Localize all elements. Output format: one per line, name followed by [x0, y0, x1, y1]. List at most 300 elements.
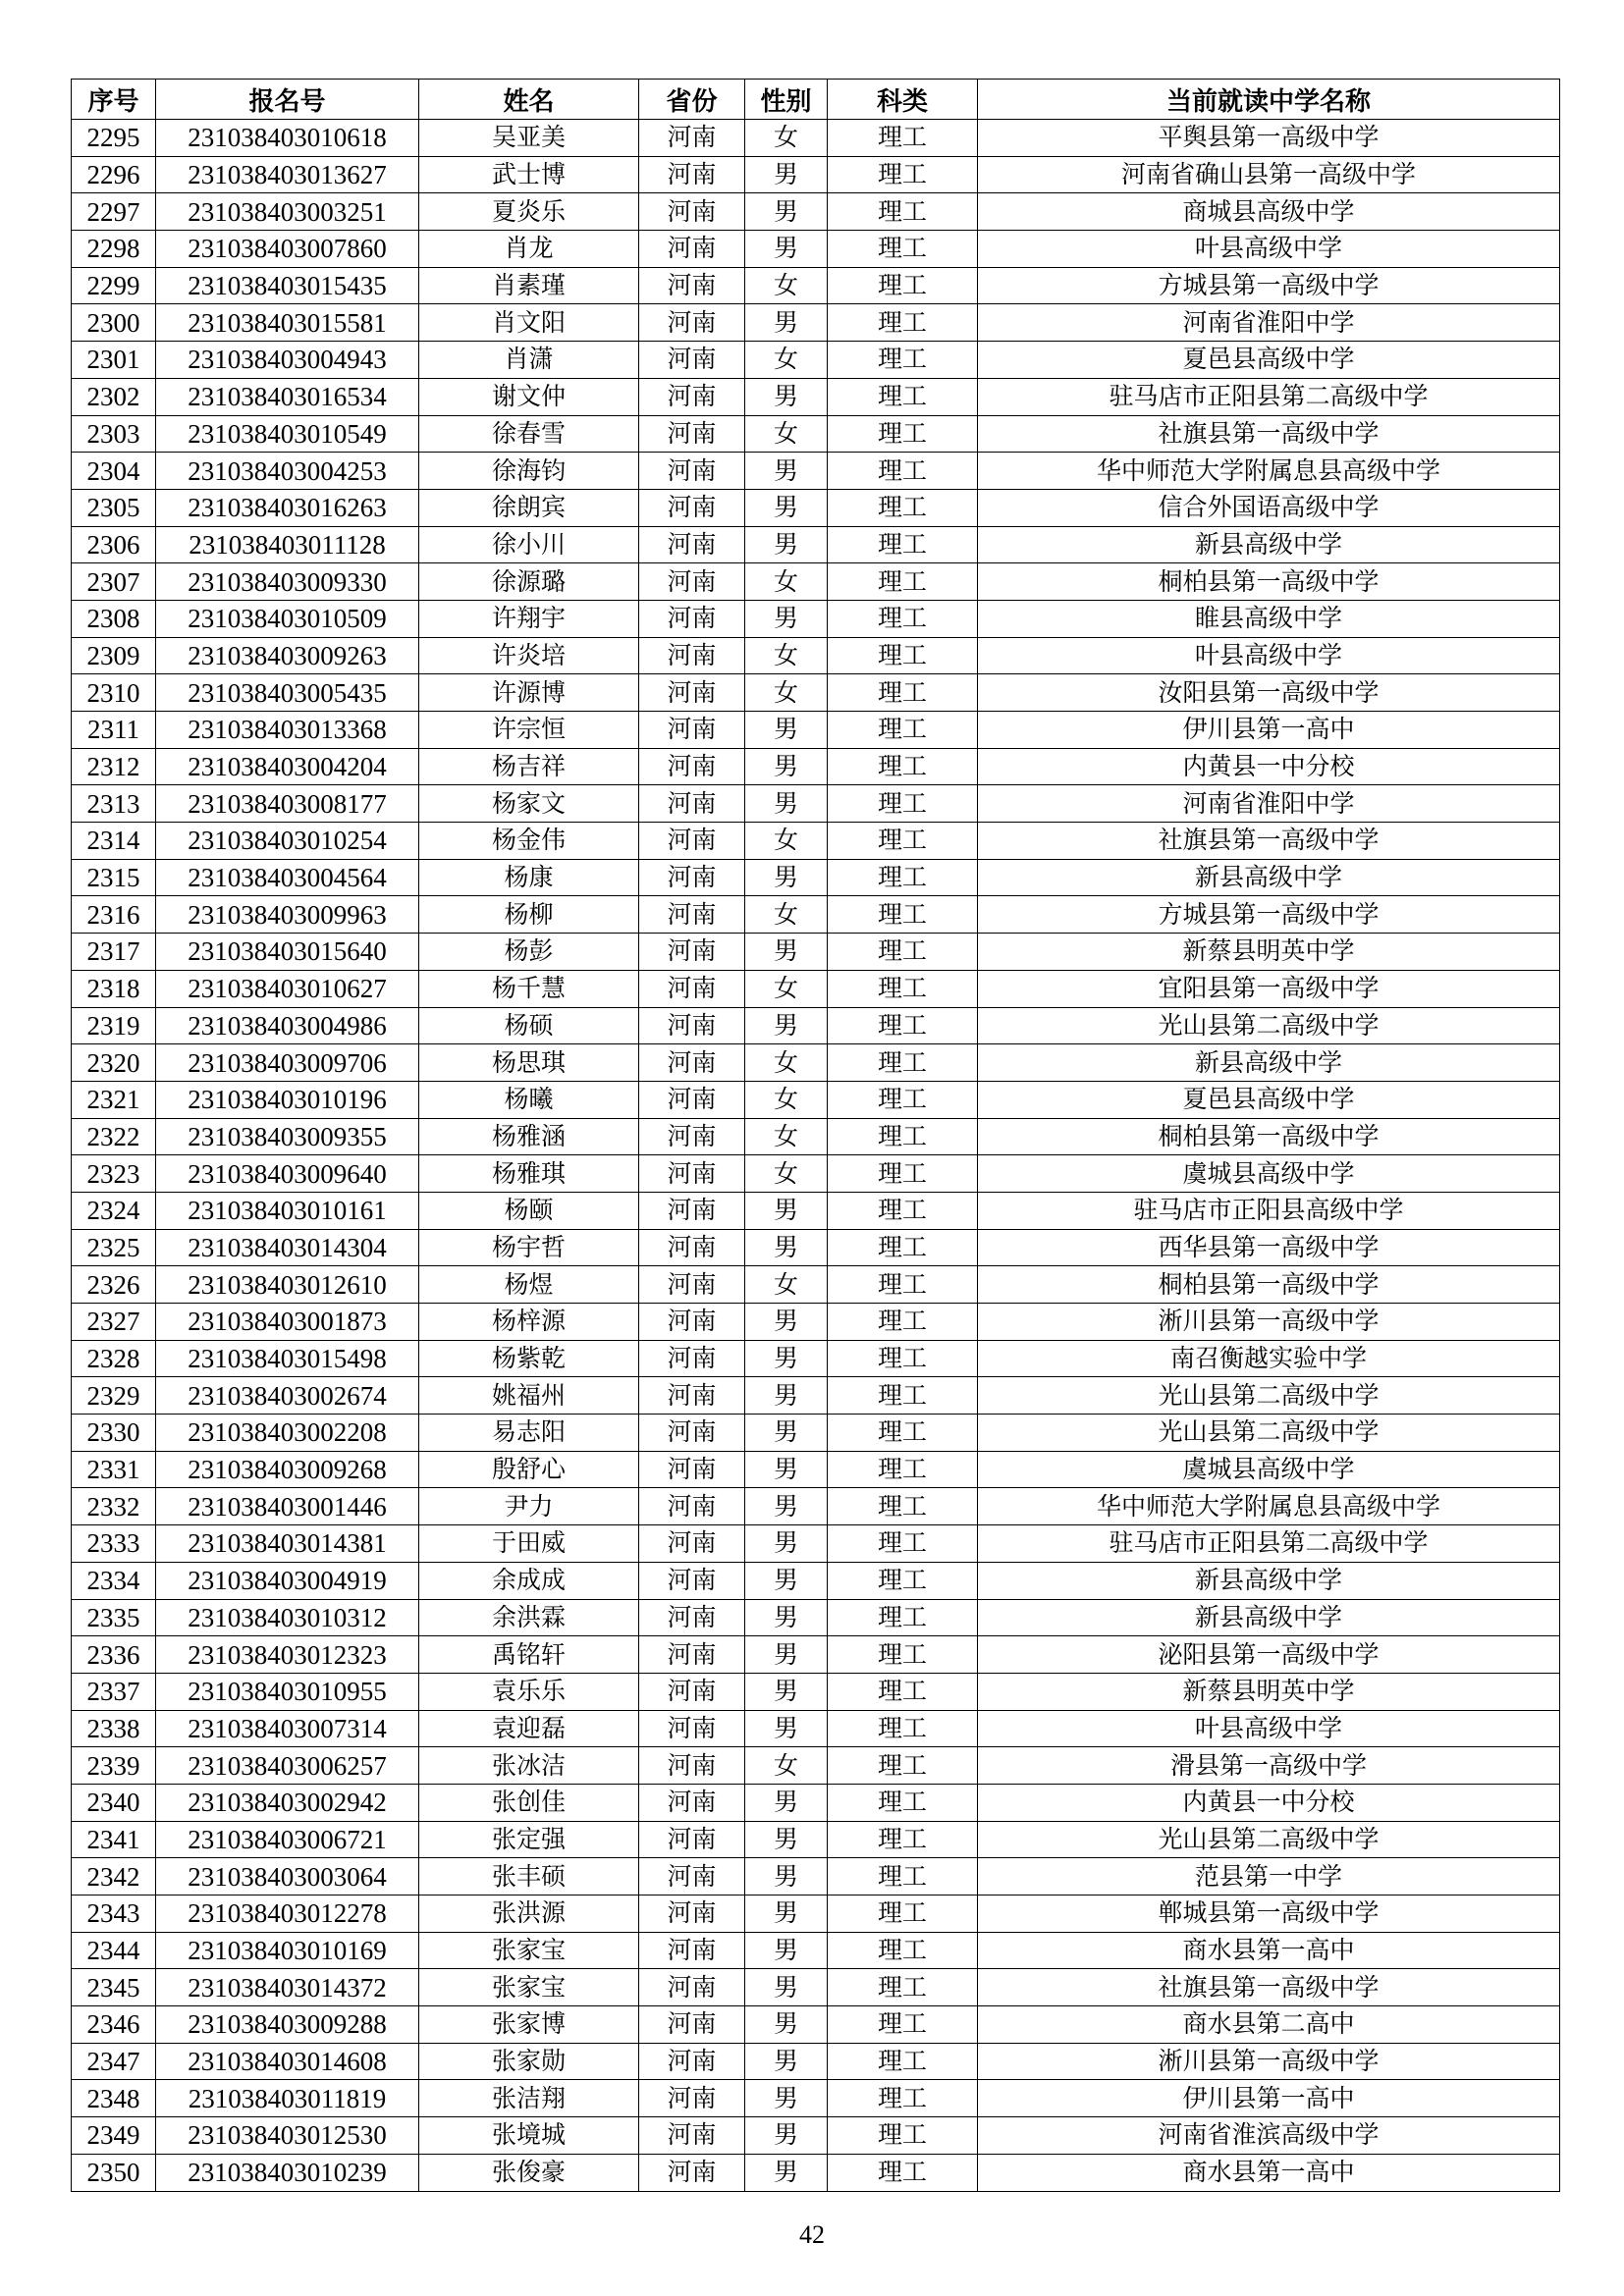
- cell-gender: 男: [745, 748, 828, 785]
- cell-seq: 2335: [72, 1599, 156, 1636]
- cell-registration-number: 231038403010509: [156, 600, 419, 637]
- cell-category: 理工: [828, 674, 978, 712]
- cell-name: 余成成: [419, 1562, 639, 1599]
- table-row: [72, 267, 1560, 304]
- table-row: [72, 896, 1560, 934]
- cell-category: 理工: [828, 1821, 978, 1858]
- cell-name: 张境城: [419, 2117, 639, 2155]
- cell-category: 理工: [828, 712, 978, 749]
- cell-name: 殷舒心: [419, 1451, 639, 1488]
- cell-registration-number: 231038403009330: [156, 563, 419, 601]
- cell-name: 夏炎乐: [419, 193, 639, 231]
- table-row: [72, 1266, 1560, 1304]
- cell-gender: 男: [745, 1784, 828, 1821]
- table-row: [72, 526, 1560, 563]
- cell-province: 河南: [639, 1007, 745, 1044]
- cell-province: 河南: [639, 1488, 745, 1525]
- cell-school: 桐柏县第一高级中学: [978, 1118, 1560, 1155]
- cell-gender: 男: [745, 1969, 828, 2006]
- cell-category: 理工: [828, 1525, 978, 1563]
- cell-gender: 男: [745, 231, 828, 268]
- cell-name: 禹铭轩: [419, 1636, 639, 1674]
- cell-category: 理工: [828, 526, 978, 563]
- cell-province: 河南: [639, 2154, 745, 2191]
- cell-category: 理工: [828, 193, 978, 231]
- cell-category: 理工: [828, 2154, 978, 2191]
- cell-seq: 2346: [72, 2006, 156, 2044]
- cell-name: 肖潇: [419, 342, 639, 379]
- table-row: [72, 415, 1560, 453]
- cell-gender: 男: [745, 2006, 828, 2044]
- cell-school: 信合外国语高级中学: [978, 489, 1560, 526]
- table-row: [72, 489, 1560, 526]
- table-row: [72, 1932, 1560, 1969]
- cell-name: 杨彭: [419, 934, 639, 971]
- cell-registration-number: 231038403009640: [156, 1155, 419, 1193]
- cell-seq: 2325: [72, 1229, 156, 1266]
- cell-name: 徐海钧: [419, 453, 639, 490]
- cell-category: 理工: [828, 1266, 978, 1304]
- cell-name: 许源博: [419, 674, 639, 712]
- cell-school: 河南省确山县第一高级中学: [978, 156, 1560, 193]
- student-roster-table: [71, 79, 1560, 2192]
- cell-province: 河南: [639, 2006, 745, 2044]
- cell-registration-number: 231038403015435: [156, 267, 419, 304]
- cell-school: 南召衡越实验中学: [978, 1340, 1560, 1377]
- cell-seq: 2304: [72, 453, 156, 490]
- cell-registration-number: 231038403005435: [156, 674, 419, 712]
- cell-school: 宜阳县第一高级中学: [978, 970, 1560, 1007]
- cell-name: 张家勋: [419, 2043, 639, 2080]
- table-row: [72, 120, 1560, 157]
- cell-gender: 女: [745, 1118, 828, 1155]
- cell-seq: 2297: [72, 193, 156, 231]
- cell-seq: 2328: [72, 1340, 156, 1377]
- cell-seq: 2298: [72, 231, 156, 268]
- cell-school: 驻马店市正阳县高级中学: [978, 1192, 1560, 1229]
- cell-category: 理工: [828, 156, 978, 193]
- cell-gender: 女: [745, 1155, 828, 1193]
- cell-name: 张丰硕: [419, 1858, 639, 1896]
- cell-province: 河南: [639, 823, 745, 860]
- cell-province: 河南: [639, 1192, 745, 1229]
- cell-province: 河南: [639, 1673, 745, 1710]
- cell-school: 河南省淮阳中学: [978, 304, 1560, 342]
- cell-category: 理工: [828, 1415, 978, 1452]
- cell-registration-number: 231038403001446: [156, 1488, 419, 1525]
- cell-seq: 2324: [72, 1192, 156, 1229]
- table-row: [72, 1304, 1560, 1341]
- cell-province: 河南: [639, 1599, 745, 1636]
- table-row: [72, 712, 1560, 749]
- cell-gender: 男: [745, 1673, 828, 1710]
- cell-name: 杨千慧: [419, 970, 639, 1007]
- cell-gender: 男: [745, 1710, 828, 1747]
- cell-registration-number: 231038403014608: [156, 2043, 419, 2080]
- cell-name: 武士博: [419, 156, 639, 193]
- cell-registration-number: 231038403004943: [156, 342, 419, 379]
- cell-category: 理工: [828, 2006, 978, 2044]
- cell-school: 睢县高级中学: [978, 600, 1560, 637]
- cell-name: 杨煜: [419, 1266, 639, 1304]
- cell-seq: 2344: [72, 1932, 156, 1969]
- table-row: [72, 1599, 1560, 1636]
- cell-school: 光山县第二高级中学: [978, 1415, 1560, 1452]
- cell-province: 河南: [639, 1821, 745, 1858]
- cell-registration-number: 231038403008177: [156, 785, 419, 823]
- table-row: [72, 1340, 1560, 1377]
- cell-registration-number: 231038403004564: [156, 859, 419, 896]
- cell-registration-number: 231038403003251: [156, 193, 419, 231]
- cell-gender: 男: [745, 304, 828, 342]
- cell-seq: 2337: [72, 1673, 156, 1710]
- cell-name: 徐朗宾: [419, 489, 639, 526]
- cell-category: 理工: [828, 415, 978, 453]
- cell-gender: 男: [745, 193, 828, 231]
- cell-school: 虞城县高级中学: [978, 1155, 1560, 1193]
- cell-province: 河南: [639, 637, 745, 674]
- cell-gender: 女: [745, 342, 828, 379]
- cell-seq: 2343: [72, 1896, 156, 1933]
- cell-registration-number: 231038403010312: [156, 1599, 419, 1636]
- table-row: [72, 934, 1560, 971]
- cell-registration-number: 231038403014372: [156, 1969, 419, 2006]
- cell-seq: 2300: [72, 304, 156, 342]
- cell-category: 理工: [828, 1969, 978, 2006]
- cell-registration-number: 231038403010627: [156, 970, 419, 1007]
- cell-name: 易志阳: [419, 1415, 639, 1452]
- cell-name: 姚福州: [419, 1377, 639, 1415]
- cell-province: 河南: [639, 526, 745, 563]
- table-row: [72, 2154, 1560, 2191]
- cell-name: 肖龙: [419, 231, 639, 268]
- cell-registration-number: 231038403009263: [156, 637, 419, 674]
- cell-seq: 2347: [72, 2043, 156, 2080]
- table-row: [72, 1747, 1560, 1785]
- cell-province: 河南: [639, 1747, 745, 1785]
- cell-seq: 2307: [72, 563, 156, 601]
- cell-category: 理工: [828, 231, 978, 268]
- cell-category: 理工: [828, 1044, 978, 1082]
- cell-province: 河南: [639, 2117, 745, 2155]
- cell-category: 理工: [828, 1636, 978, 1674]
- cell-school: 新县高级中学: [978, 1599, 1560, 1636]
- cell-registration-number: 231038403010254: [156, 823, 419, 860]
- cell-seq: 2301: [72, 342, 156, 379]
- cell-gender: 女: [745, 120, 828, 157]
- cell-seq: 2310: [72, 674, 156, 712]
- cell-province: 河南: [639, 2080, 745, 2117]
- cell-school: 桐柏县第一高级中学: [978, 1266, 1560, 1304]
- cell-registration-number: 231038403010196: [156, 1081, 419, 1118]
- cell-gender: 男: [745, 526, 828, 563]
- cell-gender: 男: [745, 1415, 828, 1452]
- cell-category: 理工: [828, 600, 978, 637]
- cell-category: 理工: [828, 1007, 978, 1044]
- table-row: [72, 378, 1560, 415]
- cell-name: 杨紫乾: [419, 1340, 639, 1377]
- cell-gender: 男: [745, 859, 828, 896]
- cell-registration-number: 231038403004986: [156, 1007, 419, 1044]
- table-row: [72, 1118, 1560, 1155]
- cell-school: 伊川县第一高中: [978, 2080, 1560, 2117]
- table-row: [72, 674, 1560, 712]
- table-row: [72, 823, 1560, 860]
- cell-name: 杨家文: [419, 785, 639, 823]
- cell-seq: 2319: [72, 1007, 156, 1044]
- cell-registration-number: 231038403007314: [156, 1710, 419, 1747]
- cell-province: 河南: [639, 489, 745, 526]
- cell-category: 理工: [828, 1451, 978, 1488]
- cell-category: 理工: [828, 1896, 978, 1933]
- cell-gender: 男: [745, 1192, 828, 1229]
- cell-category: 理工: [828, 1784, 978, 1821]
- cell-school: 淅川县第一高级中学: [978, 1304, 1560, 1341]
- cell-registration-number: 231038403014381: [156, 1525, 419, 1563]
- table-row: [72, 1192, 1560, 1229]
- cell-gender: 男: [745, 2080, 828, 2117]
- cell-name: 肖文阳: [419, 304, 639, 342]
- cell-category: 理工: [828, 453, 978, 490]
- cell-registration-number: 231038403004204: [156, 748, 419, 785]
- cell-gender: 男: [745, 2154, 828, 2191]
- cell-province: 河南: [639, 415, 745, 453]
- cell-seq: 2341: [72, 1821, 156, 1858]
- cell-school: 叶县高级中学: [978, 637, 1560, 674]
- cell-school: 华中师范大学附属息县高级中学: [978, 453, 1560, 490]
- cell-seq: 2322: [72, 1118, 156, 1155]
- cell-province: 河南: [639, 1377, 745, 1415]
- table-row: [72, 859, 1560, 896]
- cell-category: 理工: [828, 342, 978, 379]
- table-row: [72, 2006, 1560, 2044]
- cell-name: 肖素瑾: [419, 267, 639, 304]
- cell-school: 新县高级中学: [978, 1044, 1560, 1082]
- cell-gender: 男: [745, 2117, 828, 2155]
- cell-gender: 女: [745, 674, 828, 712]
- cell-school: 新蔡县明英中学: [978, 1673, 1560, 1710]
- cell-name: 余洪霖: [419, 1599, 639, 1636]
- cell-registration-number: 231038403002674: [156, 1377, 419, 1415]
- cell-category: 理工: [828, 1488, 978, 1525]
- cell-school: 虞城县高级中学: [978, 1451, 1560, 1488]
- cell-province: 河南: [639, 1118, 745, 1155]
- cell-category: 理工: [828, 637, 978, 674]
- cell-gender: 男: [745, 1340, 828, 1377]
- cell-province: 河南: [639, 378, 745, 415]
- table-row: [72, 1562, 1560, 1599]
- cell-registration-number: 231038403010549: [156, 415, 419, 453]
- cell-seq: 2339: [72, 1747, 156, 1785]
- table-row: [72, 231, 1560, 268]
- cell-category: 理工: [828, 934, 978, 971]
- cell-school: 光山县第二高级中学: [978, 1377, 1560, 1415]
- cell-category: 理工: [828, 1081, 978, 1118]
- cell-category: 理工: [828, 1599, 978, 1636]
- cell-school: 社旗县第一高级中学: [978, 823, 1560, 860]
- cell-province: 河南: [639, 1636, 745, 1674]
- table-row: [72, 748, 1560, 785]
- cell-gender: 女: [745, 637, 828, 674]
- table-row: [72, 970, 1560, 1007]
- cell-registration-number: 231038403003064: [156, 1858, 419, 1896]
- cell-province: 河南: [639, 563, 745, 601]
- cell-name: 杨曦: [419, 1081, 639, 1118]
- table-header-row: [72, 80, 1560, 120]
- cell-name: 张家宝: [419, 1932, 639, 1969]
- cell-registration-number: 231038403004253: [156, 453, 419, 490]
- cell-province: 河南: [639, 785, 745, 823]
- cell-gender: 男: [745, 1562, 828, 1599]
- cell-seq: 2323: [72, 1155, 156, 1193]
- cell-registration-number: 231038403010955: [156, 1673, 419, 1710]
- cell-province: 河南: [639, 120, 745, 157]
- cell-seq: 2302: [72, 378, 156, 415]
- cell-name: 于田威: [419, 1525, 639, 1563]
- cell-school: 驻马店市正阳县第二高级中学: [978, 378, 1560, 415]
- cell-name: 张家宝: [419, 1969, 639, 2006]
- column-header-province: 省份: [639, 80, 745, 120]
- cell-category: 理工: [828, 1118, 978, 1155]
- cell-registration-number: 231038403010161: [156, 1192, 419, 1229]
- table-row: [72, 1710, 1560, 1747]
- cell-gender: 男: [745, 378, 828, 415]
- table-row: [72, 1896, 1560, 1933]
- cell-registration-number: 231038403001873: [156, 1304, 419, 1341]
- cell-gender: 男: [745, 934, 828, 971]
- table-row: [72, 453, 1560, 490]
- cell-name: 袁迎磊: [419, 1710, 639, 1747]
- cell-gender: 男: [745, 1525, 828, 1563]
- cell-registration-number: 231038403009355: [156, 1118, 419, 1155]
- cell-registration-number: 231038403015640: [156, 934, 419, 971]
- cell-gender: 男: [745, 600, 828, 637]
- cell-province: 河南: [639, 1340, 745, 1377]
- cell-province: 河南: [639, 231, 745, 268]
- cell-gender: 女: [745, 823, 828, 860]
- cell-gender: 男: [745, 1858, 828, 1896]
- cell-registration-number: 231038403012278: [156, 1896, 419, 1933]
- cell-gender: 男: [745, 1377, 828, 1415]
- cell-name: 杨颐: [419, 1192, 639, 1229]
- column-header-category: 科类: [828, 80, 978, 120]
- cell-name: 张俊豪: [419, 2154, 639, 2191]
- cell-registration-number: 231038403012610: [156, 1266, 419, 1304]
- cell-name: 杨雅琪: [419, 1155, 639, 1193]
- cell-registration-number: 231038403016263: [156, 489, 419, 526]
- cell-category: 理工: [828, 1229, 978, 1266]
- cell-name: 徐春雪: [419, 415, 639, 453]
- cell-seq: 2340: [72, 1784, 156, 1821]
- cell-school: 河南省淮滨高级中学: [978, 2117, 1560, 2155]
- cell-seq: 2311: [72, 712, 156, 749]
- cell-school: 新县高级中学: [978, 526, 1560, 563]
- cell-registration-number: 231038403013368: [156, 712, 419, 749]
- table-row: [72, 1784, 1560, 1821]
- cell-province: 河南: [639, 748, 745, 785]
- cell-gender: 女: [745, 1081, 828, 1118]
- cell-name: 张家博: [419, 2006, 639, 2044]
- column-header-seq: 序号: [72, 80, 156, 120]
- cell-gender: 男: [745, 156, 828, 193]
- cell-school: 商水县第二高中: [978, 2006, 1560, 2044]
- cell-seq: 2295: [72, 120, 156, 157]
- cell-name: 杨康: [419, 859, 639, 896]
- cell-registration-number: 231038403012323: [156, 1636, 419, 1674]
- cell-province: 河南: [639, 1525, 745, 1563]
- cell-name: 杨吉祥: [419, 748, 639, 785]
- table-row: [72, 1377, 1560, 1415]
- column-header-gender: 性别: [745, 80, 828, 120]
- cell-seq: 2332: [72, 1488, 156, 1525]
- cell-gender: 女: [745, 970, 828, 1007]
- cell-province: 河南: [639, 1969, 745, 2006]
- table-row: [72, 304, 1560, 342]
- table-row: [72, 1525, 1560, 1563]
- cell-category: 理工: [828, 1673, 978, 1710]
- cell-registration-number: 231038403011819: [156, 2080, 419, 2117]
- cell-name: 尹力: [419, 1488, 639, 1525]
- cell-category: 理工: [828, 1192, 978, 1229]
- table-row: [72, 1081, 1560, 1118]
- table-row: [72, 1229, 1560, 1266]
- cell-category: 理工: [828, 1932, 978, 1969]
- cell-school: 商城县高级中学: [978, 193, 1560, 231]
- cell-seq: 2348: [72, 2080, 156, 2117]
- cell-seq: 2299: [72, 267, 156, 304]
- cell-school: 范县第一中学: [978, 1858, 1560, 1896]
- cell-province: 河南: [639, 1932, 745, 1969]
- cell-school: 郸城县第一高级中学: [978, 1896, 1560, 1933]
- cell-category: 理工: [828, 1340, 978, 1377]
- cell-gender: 男: [745, 453, 828, 490]
- table-row: [72, 342, 1560, 379]
- cell-province: 河南: [639, 304, 745, 342]
- table-row: [72, 156, 1560, 193]
- cell-school: 内黄县一中分校: [978, 1784, 1560, 1821]
- cell-province: 河南: [639, 453, 745, 490]
- cell-gender: 男: [745, 1636, 828, 1674]
- cell-name: 张创佳: [419, 1784, 639, 1821]
- cell-school: 平舆县第一高级中学: [978, 120, 1560, 157]
- cell-gender: 女: [745, 1266, 828, 1304]
- cell-name: 徐源璐: [419, 563, 639, 601]
- cell-registration-number: 231038403006257: [156, 1747, 419, 1785]
- cell-seq: 2350: [72, 2154, 156, 2191]
- cell-name: 杨雅涵: [419, 1118, 639, 1155]
- cell-seq: 2338: [72, 1710, 156, 1747]
- cell-gender: 男: [745, 1451, 828, 1488]
- cell-name: 袁乐乐: [419, 1673, 639, 1710]
- cell-name: 许炎培: [419, 637, 639, 674]
- cell-gender: 女: [745, 1747, 828, 1785]
- table-row: [72, 1673, 1560, 1710]
- table-row: [72, 1415, 1560, 1452]
- cell-seq: 2342: [72, 1858, 156, 1896]
- cell-name: 杨思琪: [419, 1044, 639, 1082]
- cell-name: 徐小川: [419, 526, 639, 563]
- cell-category: 理工: [828, 785, 978, 823]
- cell-category: 理工: [828, 1304, 978, 1341]
- cell-province: 河南: [639, 600, 745, 637]
- cell-province: 河南: [639, 1044, 745, 1082]
- cell-gender: 男: [745, 1896, 828, 1933]
- cell-seq: 2334: [72, 1562, 156, 1599]
- cell-gender: 男: [745, 2043, 828, 2080]
- cell-name: 杨金伟: [419, 823, 639, 860]
- table-row: [72, 2117, 1560, 2155]
- cell-gender: 男: [745, 1932, 828, 1969]
